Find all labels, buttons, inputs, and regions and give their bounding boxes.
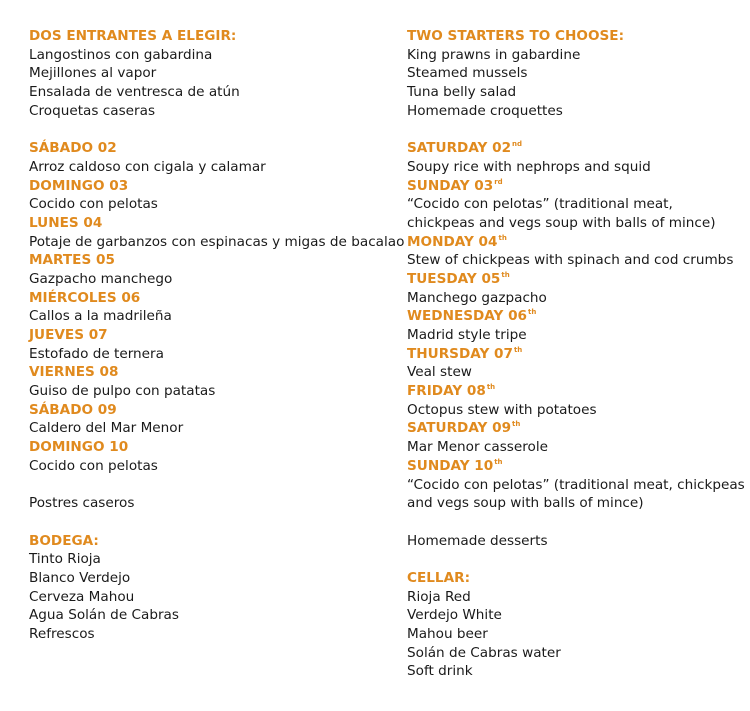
day-heading: JUEVES 07 — [29, 327, 108, 343]
day-heading: MONDAY 04th — [407, 233, 507, 250]
day-heading: LUNES 04 — [29, 214, 103, 231]
day-dish: Mar Menor casserole — [407, 439, 548, 456]
ordinal-suffix: th — [498, 233, 507, 242]
day-dish: Soupy rice with nephrops and squid — [407, 158, 651, 175]
day-dish: Potaje de garbanzos con espinacas y migas de bacalao — [29, 233, 405, 250]
desserts-line: Homemade desserts — [407, 532, 548, 549]
day-dish: chickpeas and vegs soup with balls of mince) — [407, 214, 716, 231]
day-dish: “Cocido con pelotas” (traditional meat, — [407, 196, 673, 213]
day-dish: Cocido con pelotas — [29, 196, 158, 213]
day-heading: SÁBADO 02 — [29, 140, 117, 157]
day-dish: “Cocido con pelotas” (traditional meat, chickpeas — [407, 476, 745, 493]
desserts-line: Postres caseros — [29, 495, 135, 512]
starter-item: Croquetas caseras — [29, 102, 156, 119]
day-dish: Madrid style tripe — [407, 327, 527, 343]
ordinal-suffix: rd — [494, 177, 503, 186]
day-dish: Cocido con pelotas — [29, 457, 158, 474]
cellar-item: Mahou beer — [407, 626, 488, 642]
cellar-item: Tinto Rioja — [29, 551, 101, 568]
day-dish: Callos a la madrileña — [29, 308, 172, 325]
day-heading: SATURDAY 02nd — [407, 140, 523, 157]
cellar-item: Refrescos — [29, 626, 95, 642]
starter-item: Tuna belly salad — [407, 84, 517, 101]
english-menu-column — [407, 27, 745, 681]
ordinal-suffix: th — [494, 457, 503, 466]
day-heading: MIÉRCOLES 06 — [29, 289, 141, 306]
ordinal-suffix: th — [512, 420, 521, 429]
spanish-menu-column — [29, 27, 405, 644]
day-dish: and vegs soup with balls of mince) — [407, 495, 644, 512]
day-dish: Caldero del Mar Menor — [29, 420, 184, 437]
cellar-item: Cerveza Mahou — [29, 588, 135, 605]
starter-item: Langostinos con gabardina — [29, 46, 213, 63]
cellar-item: Solán de Cabras water — [407, 644, 561, 661]
day-dish: Estofado de ternera — [29, 345, 164, 362]
cellar-item: Agua Solán de Cabras — [29, 607, 179, 624]
ordinal-suffix: th — [486, 383, 496, 392]
day-heading: SUNDAY 03rd — [407, 177, 503, 194]
day-heading: SÁBADO 09 — [29, 401, 117, 418]
day-dish: Gazpacho manchego — [29, 270, 173, 287]
day-heading: SATURDAY 09th — [407, 420, 521, 437]
cellar-item: Rioja Red — [407, 588, 471, 605]
day-dish: Octopus stew with potatoes — [407, 401, 597, 418]
cellar-heading: CELLAR: — [407, 569, 471, 586]
day-heading: MARTES 05 — [29, 252, 115, 269]
starter-item: Homemade croquettes — [407, 102, 563, 119]
starter-item: King prawns in gabardine — [407, 46, 581, 63]
day-heading: SUNDAY 10th — [407, 457, 503, 474]
starters-heading: DOS ENTRANTES A ELEGIR: — [29, 28, 237, 44]
ordinal-suffix: nd — [512, 140, 523, 149]
starters-heading: TWO STARTERS TO CHOOSE: — [407, 28, 625, 44]
ordinal-suffix: th — [513, 345, 523, 354]
cellar-item: Verdejo White — [407, 607, 502, 624]
day-heading: DOMINGO 03 — [29, 177, 129, 194]
ordinal-suffix: th — [528, 308, 537, 317]
starter-item: Ensalada de ventresca de atún — [29, 84, 240, 101]
day-dish: Arroz caldoso con cigala y calamar — [29, 158, 266, 175]
day-heading: TUESDAY 05th — [407, 270, 510, 287]
day-heading: WEDNESDAY 06th — [407, 308, 537, 325]
day-heading: FRIDAY 08th — [407, 383, 496, 400]
day-heading: THURSDAY 07th — [407, 345, 523, 362]
starter-item: Mejillones al vapor — [29, 65, 157, 82]
day-dish: Guiso de pulpo con patatas — [29, 383, 216, 400]
day-dish: Stew of chickpeas with spinach and cod crumbs — [407, 252, 734, 269]
starter-item: Steamed mussels — [407, 65, 528, 82]
day-dish: Manchego gazpacho — [407, 289, 547, 306]
cellar-item: Soft drink — [407, 663, 473, 680]
day-dish: Veal stew — [407, 364, 472, 381]
day-heading: VIERNES 08 — [29, 364, 119, 381]
cellar-heading: BODEGA: — [29, 532, 99, 549]
cellar-item: Blanco Verdejo — [29, 569, 131, 586]
day-heading: DOMINGO 10 — [29, 439, 129, 456]
ordinal-suffix: th — [501, 270, 510, 279]
